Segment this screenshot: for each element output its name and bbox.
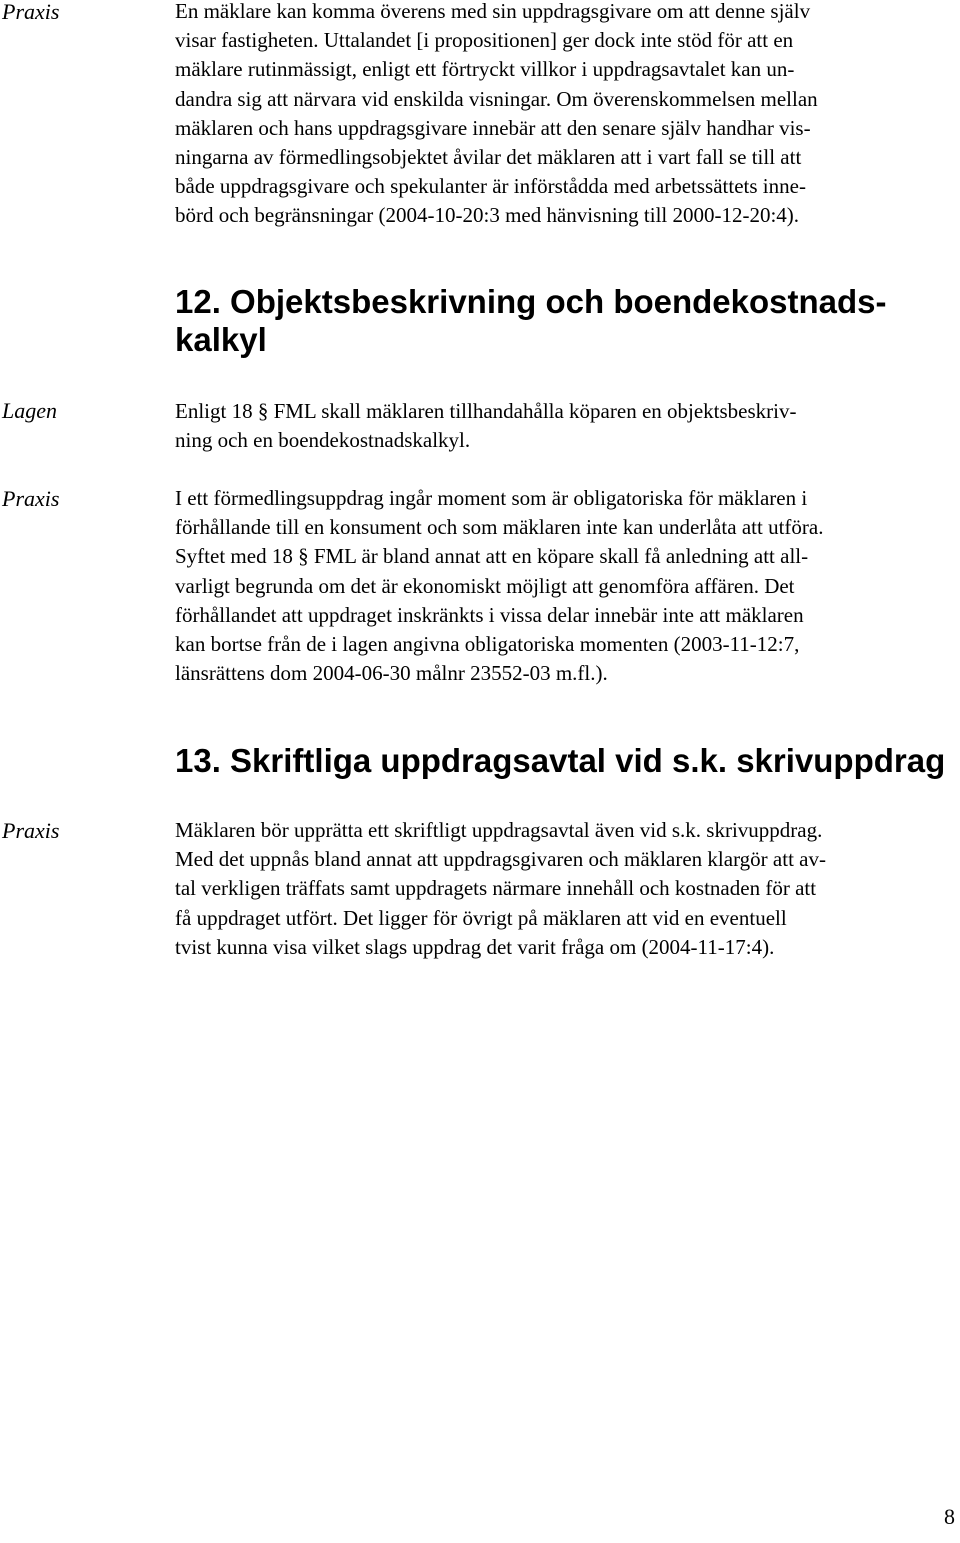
text-line: dandra sig att närvara vid enskilda visningar. Om överenskommelsen mellan [175, 86, 818, 111]
text-line: ning och en boendekostnadskalkyl. [175, 428, 471, 453]
text-line: förhållandet att uppdraget inskränkts i vissa delar innebär inte att mäklaren [175, 602, 804, 627]
heading-line: kalkyl [175, 321, 267, 358]
text-line: Med det uppnås bland annat att uppdragsgivaren och mäklaren klargör att av- [175, 847, 826, 872]
text-line: förhållande till en konsument och som mäklaren inte kan underlåta att utföra. [175, 515, 824, 540]
heading-line: 12. Objektsbeskrivning och boendekostnads- [175, 283, 887, 320]
heading-line: 13. Skriftliga uppdragsavtal vid s.k. skrivuppdrag [175, 742, 946, 779]
text-line: börd och begränsningar (2004-10-20:3 med hänvisning till 2000-12-20:4). [175, 203, 800, 228]
text-line: varligt begrunda om det är ekonomiskt möjligt att genomföra affären. Det [175, 573, 795, 598]
side-label-praxis: Praxis [2, 818, 60, 843]
text-line: ningarna av förmedlingsobjektet åvilar det mäklaren att i vart fall se till att [175, 145, 802, 170]
section-heading-13 [175, 742, 945, 780]
text-line: I ett förmedlingsuppdrag ingår moment som är obligatoriska för mäklaren i [175, 486, 808, 510]
page-number: 8 [944, 1504, 955, 1529]
text-line: Mäklaren bör upprätta ett skriftligt uppdragsavtal även vid s.k. skrivuppdrag. [175, 818, 823, 842]
side-label-praxis: Praxis [2, 486, 60, 511]
text-line: få uppdraget utfört. Det ligger för övrigt på mäklaren att vid en eventuell [175, 905, 787, 930]
paragraph-praxis-objektsbeskrivning [175, 484, 955, 688]
paragraph-praxis-visningar [175, 0, 955, 231]
side-label-lagen: Lagen [2, 398, 57, 423]
paragraph-praxis-skrivuppdrag [175, 816, 955, 962]
text-line: tal verkligen träffats samt uppdragets närmare innehåll och kostnaden för att [175, 876, 817, 901]
text-line: Syftet med 18 § FML är bland annat att en köpare skall få anledning att all- [175, 544, 809, 569]
text-line: En mäklare kan komma överens med sin uppdragsgivare om att denne själv [175, 0, 811, 23]
side-label-praxis: Praxis [2, 0, 60, 24]
text-line: visar fastigheten. Uttalandet [i propositionen] ger dock inte stöd för att en [175, 28, 794, 53]
section-heading-12 [175, 283, 887, 359]
text-line: både uppdragsgivare och spekulanter är införstådda med arbetssättets inne- [175, 174, 806, 199]
text-line: Enligt 18 § FML skall mäklaren tillhandahålla köparen en objektsbeskriv- [175, 399, 797, 423]
text-line: mäklaren och hans uppdragsgivare innebär att den senare själv handhar vis- [175, 115, 811, 140]
paragraph-lagen [175, 397, 955, 455]
text-line: länsrättens dom 2004-06-30 målnr 23552-03 m.fl.). [175, 661, 608, 686]
text-line: tvist kunna visa vilket slags uppdrag det varit fråga om (2004-11-17:4). [175, 934, 775, 959]
text-line: mäklare rutinmässigt, enligt ett förtryckt villkor i uppdragsavtalet kan un- [175, 57, 795, 82]
text-line: kan bortse från de i lagen angivna obligatoriska momenten (2003-11-12:7, [175, 632, 800, 657]
